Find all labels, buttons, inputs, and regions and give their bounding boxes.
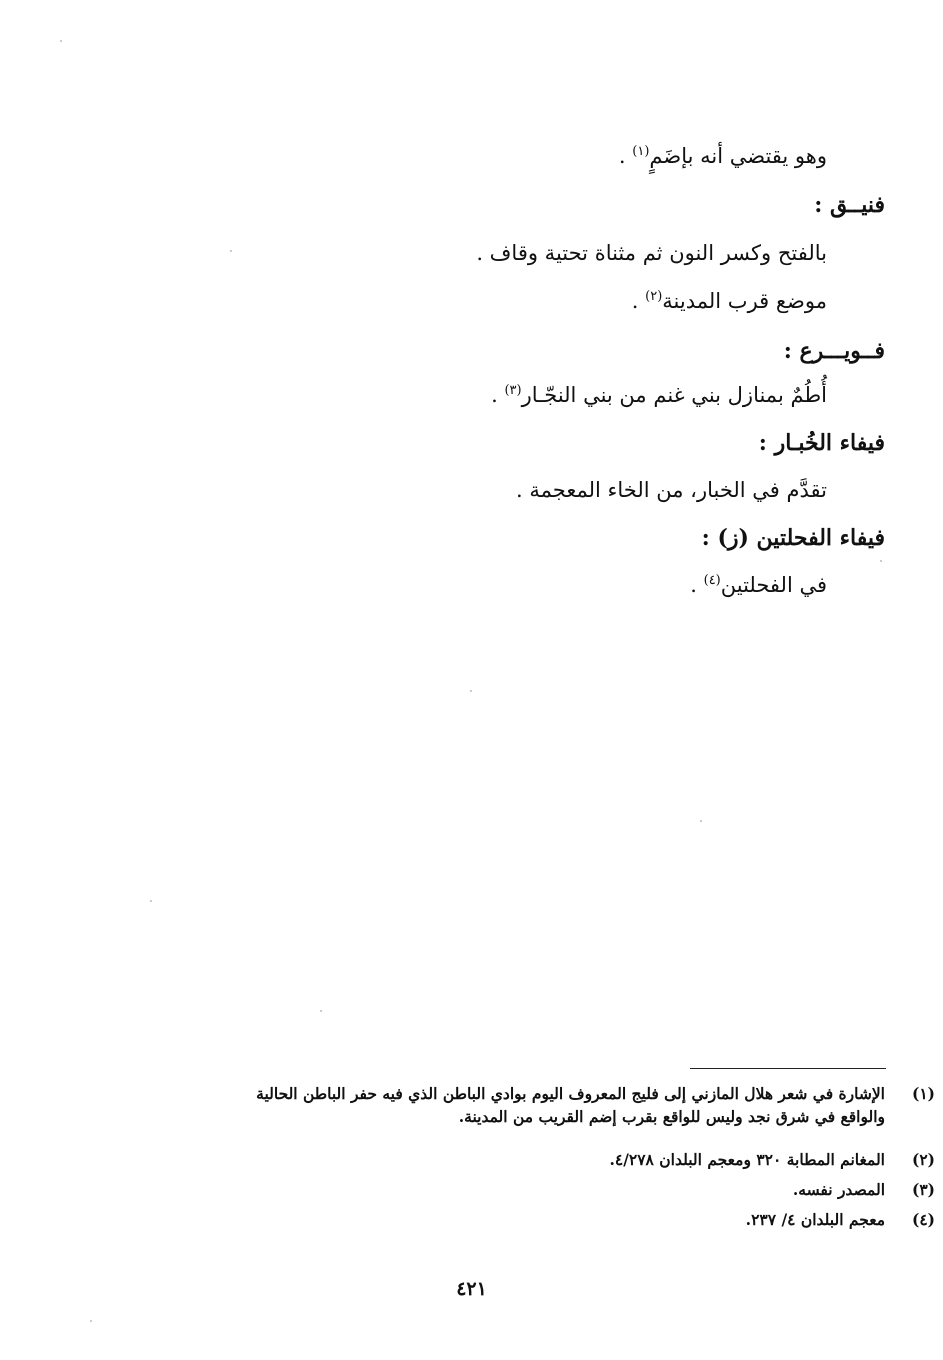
entry-heading: فنيــق : <box>814 192 885 218</box>
scan-speck <box>60 40 62 42</box>
text-line: موضع قرب المدينة$^{(٢)}$ . <box>631 289 827 313</box>
footnote-ref[interactable]: (١) <box>632 144 650 159</box>
footnote-text: الإشارة في شعر هلال المازني إلى فليج المعروف اليوم بوادي الباطن الذي فيه حفر الباطن الحالية <box>256 1084 885 1103</box>
scan-speck <box>700 820 702 822</box>
footnote-number: (٤) <box>911 1210 935 1229</box>
footnote-number: (٣) <box>911 1180 935 1199</box>
scan-speck <box>470 690 472 692</box>
footnote-text: معجم البلدان ٤/ ٢٣٧. <box>745 1210 885 1229</box>
footnote <box>195 1208 935 1231</box>
footnote-text: والواقع في شرق نجد وليس للواقع بقرب إضم القريب من المدينة. <box>458 1107 885 1127</box>
page-number: ٤٢١ <box>456 1278 487 1300</box>
footnote <box>195 1082 935 1129</box>
footnote-number: (٢) <box>911 1150 935 1169</box>
scan-speck <box>880 560 882 562</box>
text-line: تقدَّم في الخبار، من الخاء المعجمة . <box>516 478 827 502</box>
footnote-number: (١) <box>911 1084 935 1103</box>
footnote-separator <box>690 1068 886 1069</box>
footnote-ref[interactable]: (٤) <box>703 573 721 588</box>
text-line: أُطُمٌ بمنازل بني غنم من بني النجّـار$^{(٣)}$ . <box>491 383 827 407</box>
text-line: بالفتح وكسر النون ثم مثناة تحتية وقاف . <box>476 241 827 265</box>
entry-heading: فيفاء الخُبـار : <box>758 430 885 456</box>
scan-speck <box>230 250 232 252</box>
footnote <box>195 1148 935 1171</box>
footnote-text: المصدر نفسه. <box>792 1180 885 1199</box>
footnote-ref[interactable]: (٢) <box>645 289 663 304</box>
entry-heading: فيفاء الفحلتين (ز) : <box>701 525 885 551</box>
entry-heading: فــويـــرع : <box>783 338 885 364</box>
scan-speck <box>90 1320 92 1322</box>
text-line: وهو يقتضي أنه بإضَمٍ$^{(١)}$ . <box>618 144 827 168</box>
footnote-text: المغانم المطابة ٣٢٠ ومعجم البلدان ٤/٢٧٨. <box>609 1150 885 1169</box>
text-line: في الفحلتين$^{(٤)}$ . <box>690 573 827 597</box>
footnote-ref[interactable]: (٣) <box>504 383 522 398</box>
footnote <box>195 1178 935 1201</box>
scan-speck <box>320 1010 322 1012</box>
scan-speck <box>150 900 152 902</box>
